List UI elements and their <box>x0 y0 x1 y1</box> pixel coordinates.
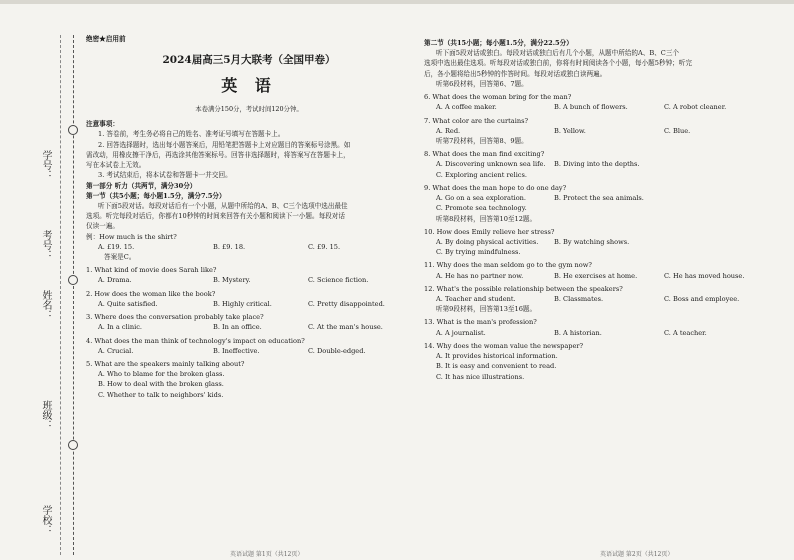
question-text: 11. Why does the man seldom go to the gym now? <box>424 261 592 270</box>
question-item <box>424 183 784 214</box>
section-heading: 第一节（共5小题；每小题1.5分，满分7.5分） <box>86 191 226 200</box>
question-options <box>86 275 412 285</box>
question-options <box>424 102 784 112</box>
option: A. Red. <box>436 126 461 135</box>
option: B. Ineffective. <box>213 346 260 355</box>
margin-label-exam-no: 考号： <box>40 230 51 260</box>
note-line: 1. 答卷前，考生务必将自己的姓名、准考证号填写在答题卡上。 <box>98 130 285 139</box>
option: B. A bunch of flowers. <box>554 103 628 112</box>
margin-label-student-no: 学号： <box>40 150 51 180</box>
subject-title: 英 语 <box>221 76 277 96</box>
part-heading: 第一部分 听力（共两节，满分30分） <box>86 181 197 190</box>
question-text: 6. What does the woman bring for the man? <box>424 93 572 102</box>
section-heading: 第二节（共15小题；每小题1.5分，满分22.5分） <box>424 39 573 47</box>
question-options <box>424 237 784 247</box>
confidential-mark: 绝密★启用前 <box>86 35 126 43</box>
question-item <box>424 149 784 180</box>
question-text: 14. Why does the woman value the newspaper? <box>424 341 584 350</box>
question-options <box>424 126 784 136</box>
question-options <box>424 328 784 338</box>
option: A. Crucial. <box>98 346 134 355</box>
question-text: 7. What color are the curtains? <box>424 116 528 125</box>
option: C. By trying mindfulness. <box>436 248 521 257</box>
left-column <box>86 30 412 400</box>
option: C. Pretty disappointed. <box>308 299 385 308</box>
option: C. At the man's house. <box>308 323 383 332</box>
option: A. He has no partner now. <box>436 271 524 280</box>
option: A. Drama. <box>98 276 132 285</box>
question-text: 1. What kind of movie does Sarah like? <box>86 266 217 275</box>
instruction-line: 选项中选出最佳选项。听每段对话或独白前，你将有时间阅读各个小题，每小题5秒钟；听完 <box>424 59 692 68</box>
option: B. Diving into the depths. <box>554 160 640 169</box>
question-item <box>424 284 784 304</box>
notes-title: 注意事项： <box>86 120 119 129</box>
question-item <box>86 289 412 309</box>
option: C. Blue. <box>664 126 691 135</box>
binding-hole <box>68 275 78 285</box>
binding-hole <box>68 440 78 450</box>
question-text: 8. What does the man find exciting? <box>424 150 545 159</box>
option: A. By doing physical activities. <box>436 237 539 246</box>
question-options <box>424 271 784 281</box>
option: C. Science fiction. <box>308 276 369 285</box>
option: C. Boss and employee. <box>664 295 740 304</box>
page-footer-right: 英语试题 第2页（共12页） <box>600 551 674 558</box>
question-item <box>86 359 412 400</box>
question-item <box>424 341 784 382</box>
option: B. A historian. <box>554 328 602 337</box>
option: B. By watching shows. <box>554 237 630 246</box>
material-intro: 听第9段材料，回答第13至16题。 <box>436 305 537 314</box>
note-line: 3. 考试结束后，将本试卷和答题卡一并交回。 <box>98 171 232 180</box>
question-item <box>424 116 784 136</box>
option: C. Exploring ancient relics. <box>436 170 527 179</box>
option: B. He exercises at home. <box>554 271 638 280</box>
option: C. Whether to talk to neighbors' kids. <box>98 390 224 399</box>
note-line: 2. 回答选择题时，选出每小题答案后，用铅笔把答题卡上对应题目的答案标号涂黑。如 <box>98 140 351 149</box>
option: A. £19. 15. <box>98 242 135 251</box>
option: B. Protect the sea animals. <box>554 194 644 203</box>
option: C. A teacher. <box>664 328 707 337</box>
option: A. Discovering unknown sea life. <box>436 160 546 169</box>
question-text: 2. How does the woman like the book? <box>86 289 216 298</box>
option: B. How to deal with the broken glass. <box>98 380 224 389</box>
margin-label-class: 班级： <box>40 400 51 430</box>
question-text: 5. What are the speakers mainly talking about? <box>86 360 245 369</box>
question-text: 12. What's the possible relationship between the speakers? <box>424 284 623 293</box>
question-item <box>86 265 412 285</box>
material-intro: 听第7段材料，回答第8、9题。 <box>436 136 528 145</box>
option: A. It provides historical information. <box>436 352 558 361</box>
option: A. A coffee maker. <box>436 103 497 112</box>
option: B. Yellow. <box>554 126 586 135</box>
question-options <box>424 294 784 304</box>
binding-hole <box>68 125 78 135</box>
option: B. Classmates. <box>554 295 604 304</box>
option: C. He has moved house. <box>664 271 745 280</box>
binding-margin <box>0 0 80 560</box>
question-options <box>86 299 412 309</box>
option: B. Highly critical. <box>213 299 272 308</box>
option: B. It is easy and convenient to read. <box>436 362 557 371</box>
exam-title: 2024届高三5月大联考（全国甲卷） <box>162 54 336 67</box>
option: C. £9. 15. <box>308 242 341 251</box>
question-item <box>86 336 412 356</box>
option: A. A journalist. <box>436 328 486 337</box>
question-item <box>424 260 784 280</box>
instruction-line: 仅读一遍。 <box>86 222 119 231</box>
margin-label-school: 学校： <box>40 505 51 535</box>
option: A. Who to blame for the broken glass. <box>98 370 225 379</box>
example-options <box>86 242 412 252</box>
question-item <box>424 317 784 337</box>
right-column <box>424 38 784 382</box>
option: A. Go on a sea exploration. <box>436 194 527 203</box>
cut-line <box>73 35 74 555</box>
option: C. A robot cleaner. <box>664 103 727 112</box>
question-item <box>424 92 784 112</box>
cut-line-outer <box>60 35 61 555</box>
option: A. Teacher and student. <box>436 295 516 304</box>
question-text: 13. What is the man's profession? <box>424 318 537 327</box>
option: C. Double-edged. <box>308 346 366 355</box>
instruction-line: 选项。听完每段对话后，你都有10秒钟的时间来回答有关小题和阅读下一小题。每段对话 <box>86 212 345 221</box>
option: C. Promote sea technology. <box>436 204 527 213</box>
material-intro: 听第8段材料，回答第10至12题。 <box>436 214 537 223</box>
instruction-line: 后，各小题将给出5秒钟的作答时间。每段对话或独白读两遍。 <box>424 69 607 78</box>
question-item <box>86 312 412 332</box>
question-options <box>86 322 412 332</box>
material-intro: 听第6段材料，回答第6、7题。 <box>436 79 528 88</box>
question-options <box>424 159 784 169</box>
instruction-line: 听下面5段对话。每段对话后有一个小题，从题中所给的A、B、C三个选项中选出最佳 <box>98 201 348 210</box>
note-line: 写在本试卷上无效。 <box>86 161 146 170</box>
question-text: 3. Where does the conversation probably take place? <box>86 313 264 322</box>
exam-meta: 本卷满分150分，考试时间120分钟。 <box>195 105 303 114</box>
option: B. Mystery. <box>213 276 251 285</box>
instruction-line: 听下面5段对话或独白。每段对话或独白后有几个小题，从题中所给的A、B、C三个 <box>436 49 680 58</box>
question-options <box>424 193 784 203</box>
example-question: 例：How much is the shirt? <box>86 232 177 241</box>
margin-label-name: 姓名： <box>40 290 51 320</box>
note-line: 需改动，用橡皮擦干净后，再选涂其他答案标号。回答非选择题时，将答案写在答题卡上， <box>86 150 350 159</box>
question-text: 9. What does the man hope to do one day? <box>424 183 567 192</box>
question-text: 10. How does Emily relieve her stress? <box>424 227 555 236</box>
option: B. In an office. <box>213 323 262 332</box>
page-footer-left: 英语试题 第1页（共12页） <box>230 551 304 558</box>
option: A. Quite satisfied. <box>98 299 158 308</box>
option: A. In a clinic. <box>98 323 142 332</box>
example-answer: 答案是C。 <box>104 253 136 262</box>
option: C. It has nice illustrations. <box>436 372 525 381</box>
question-options <box>86 346 412 356</box>
question-item <box>424 227 784 258</box>
question-text: 4. What does the man think of technology's impact on education? <box>86 336 305 345</box>
scan-edge <box>0 0 794 4</box>
option: B. £9. 18. <box>213 242 246 251</box>
